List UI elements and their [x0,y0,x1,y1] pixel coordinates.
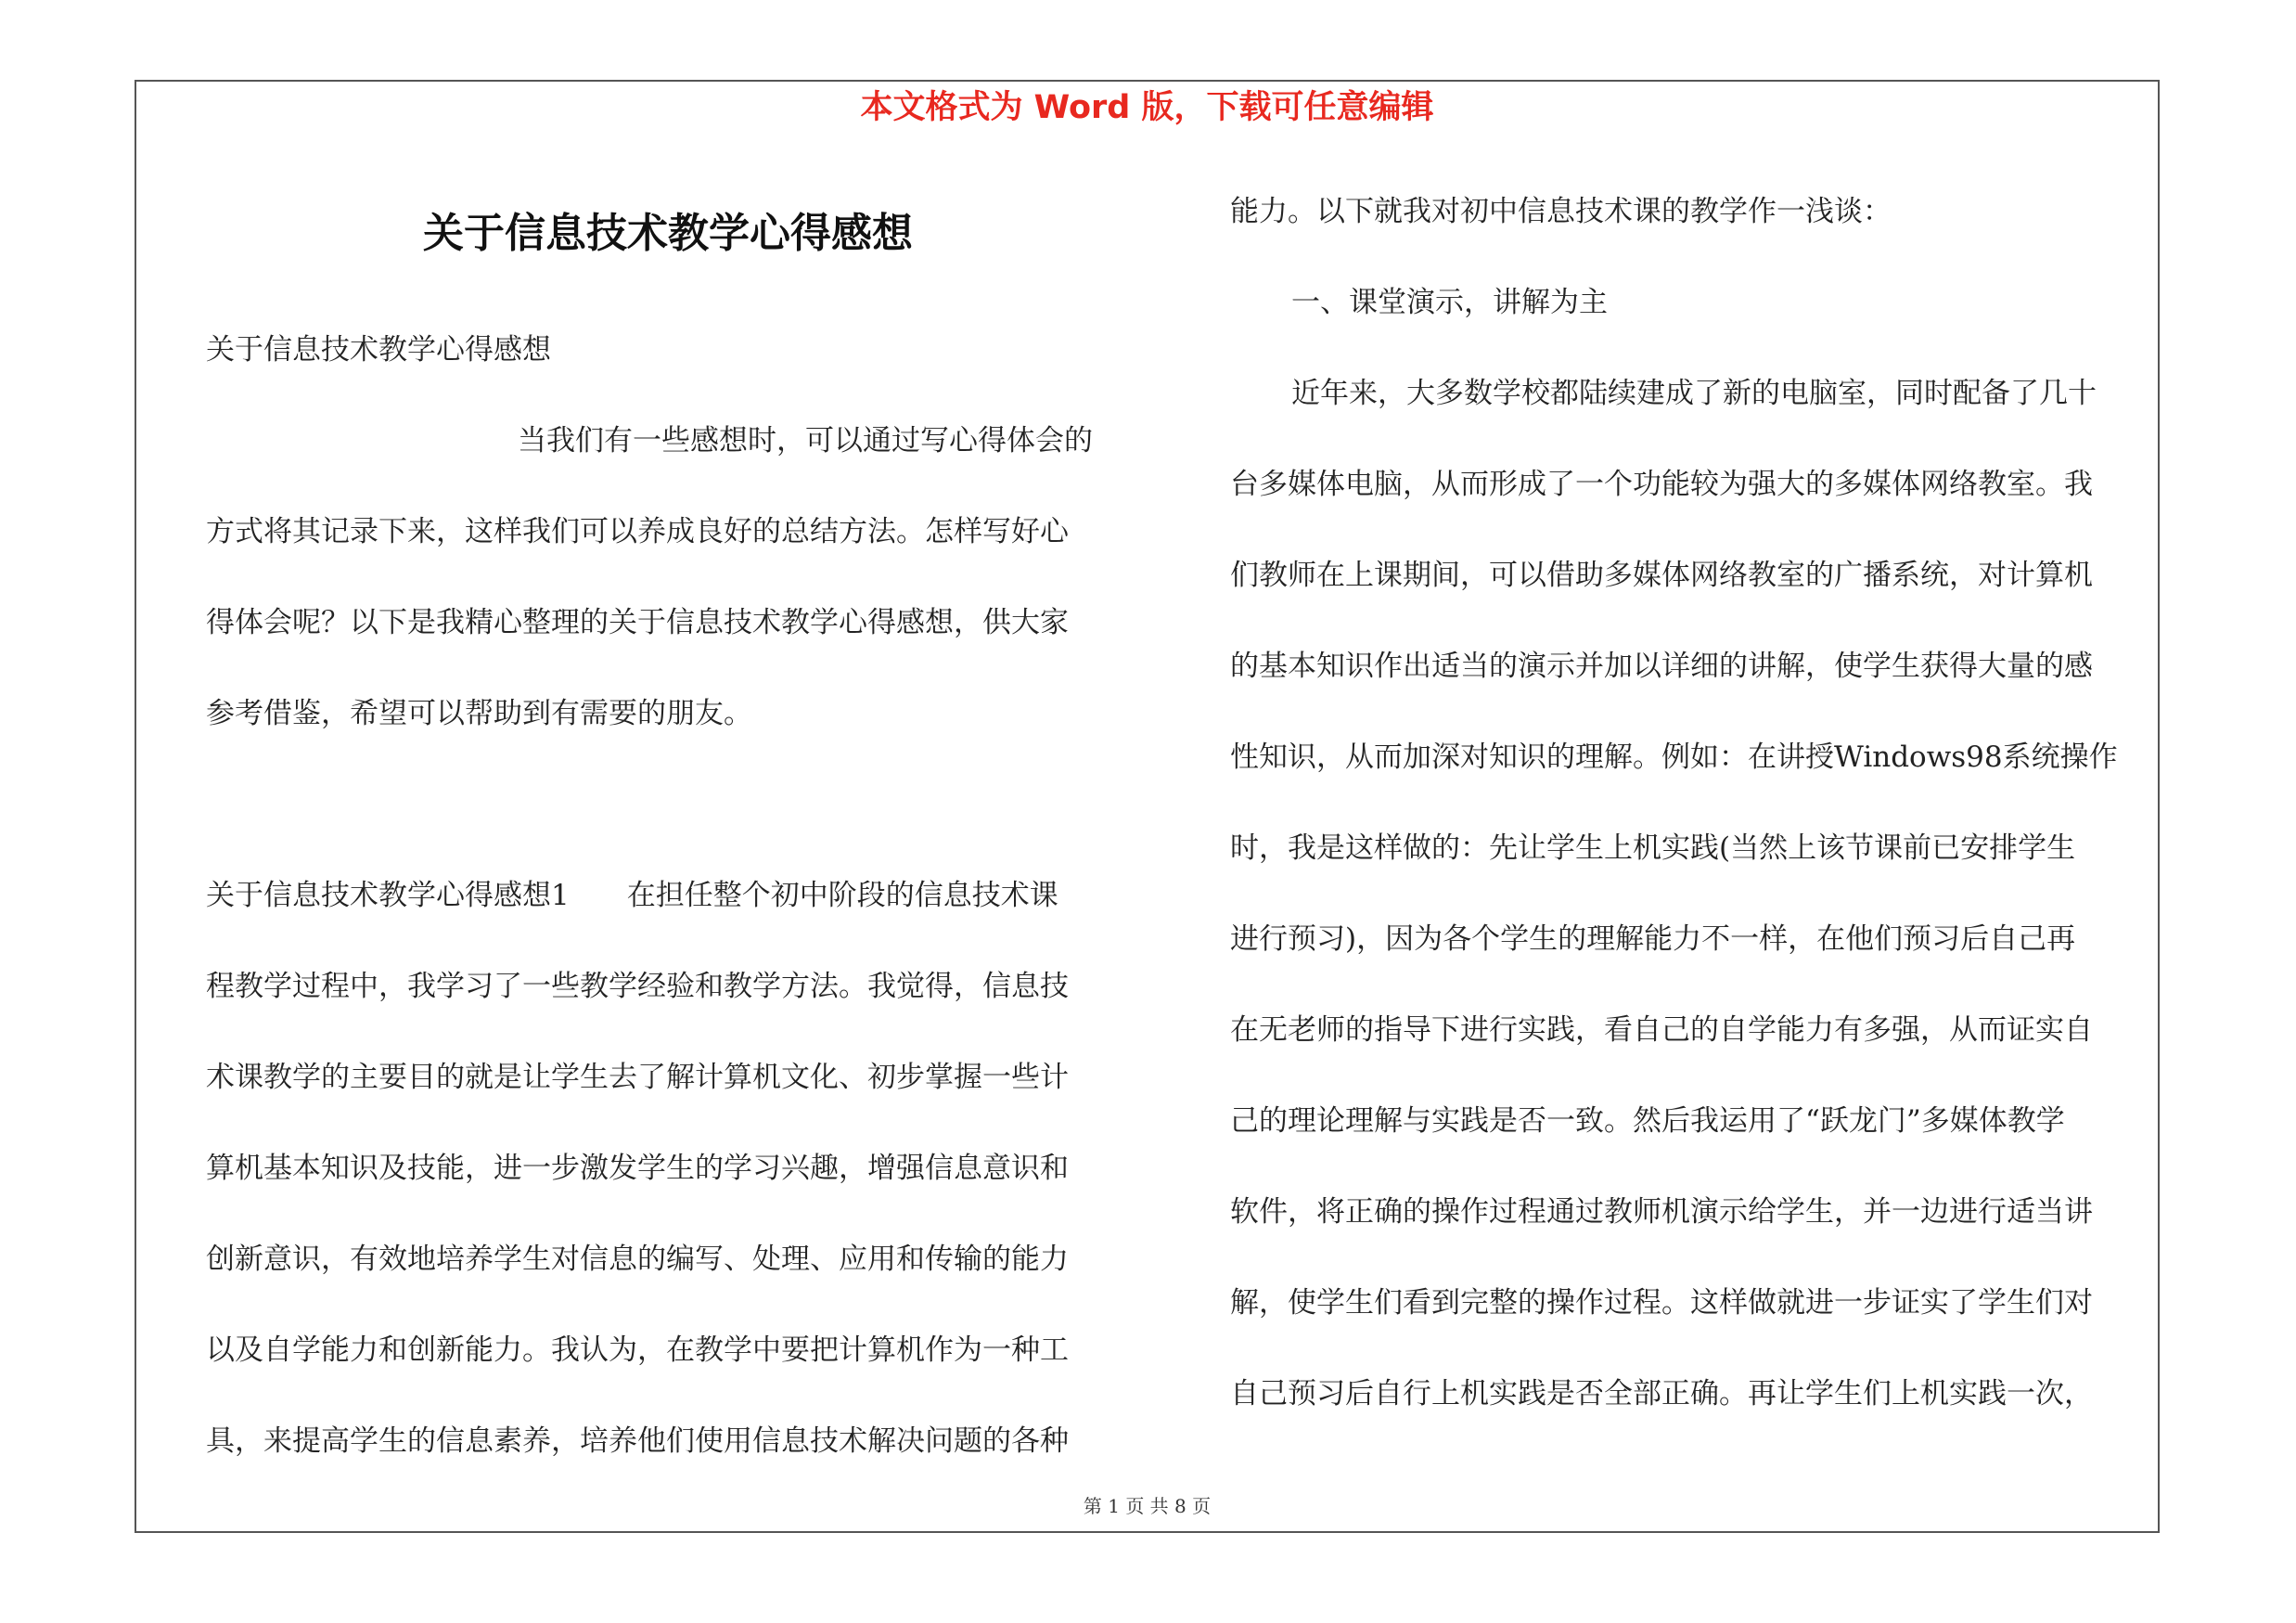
right-line: 在无老师的指导下进行实践，看自己的自学能力有多强，从而证实自 [1230,1013,2093,1047]
right-line: 性知识，从而加深对知识的理解。例如：在讲授Windows98系统操作 [1230,741,2118,774]
right-line: 近年来，大多数学校都陆续建成了新的电脑室，同时配备了几十 [1291,377,2097,410]
left-line: 方式将其记录下来，这样我们可以养成良好的总结方法。怎样写好心 [206,515,1069,548]
right-line: 的基本知识作出适当的演示并加以详细的讲解，使学生获得大量的感 [1230,650,2093,683]
format-notice-banner: 本文格式为 Word 版，下载可任意编辑 [860,89,1434,126]
left-line: 得体会呢？以下是我精心整理的关于信息技术教学心得感想，供大家 [206,606,1069,639]
page-number-footer: 第 1 页 共 8 页 [1083,1495,1212,1517]
left-line: 术课教学的主要目的就是让学生去了解计算机文化、初步掌握一些计 [206,1061,1069,1094]
right-line: 解，使学生们看到完整的操作过程。这样做就进一步证实了学生们对 [1230,1286,2093,1320]
right-line: 自己预习后自行上机实践是否全部正确。再让学生们上机实践一次， [1230,1377,2093,1410]
left-line: 创新意识，有效地培养学生对信息的编写、处理、应用和传输的能力 [206,1243,1069,1276]
right-line: 己的理论理解与实践是否一致。然后我运用了“跃龙门”多媒体教学 [1230,1104,2065,1138]
left-line: 关于信息技术教学心得感想 [206,333,551,367]
right-line: 能力。以下就我对初中信息技术课的教学作一浅谈： [1230,195,1892,228]
right-line: 一、课堂演示，讲解为主 [1291,286,1608,319]
left-line: 具，来提高学生的信息素养，培养他们使用信息技术解决问题的各种 [206,1424,1069,1458]
right-line: 软件，将正确的操作过程通过教师机演示给学生，并一边进行适当讲 [1230,1195,2093,1229]
left-line: 以及自学能力和创新能力。我认为，在教学中要把计算机作为一种工 [206,1333,1069,1367]
document-title: 关于信息技术教学心得感想 [423,210,913,257]
left-line: 参考借鉴，希望可以帮助到有需要的朋友。 [206,697,752,730]
left-line: 算机基本知识及技能，进一步激发学生的学习兴趣，增强信息意识和 [206,1152,1069,1185]
left-line: 关于信息技术教学心得感想1 在担任整个初中阶段的信息技术课 [206,879,1058,912]
right-line: 台多媒体电脑，从而形成了一个功能较为强大的多媒体网络教室。我 [1230,468,2093,501]
right-line: 进行预习)，因为各个学生的理解能力不一样，在他们预习后自己再 [1230,922,2076,956]
right-line: 时，我是这样做的：先让学生上机实践(当然上该节课前已安排学生 [1230,831,2076,865]
right-line: 们教师在上课期间，可以借助多媒体网络教室的广播系统，对计算机 [1230,559,2093,592]
left-line: 当我们有一些感想时，可以通过写心得体会的 [518,424,1093,457]
left-line: 程教学过程中，我学习了一些教学经验和教学方法。我觉得，信息技 [206,970,1069,1003]
